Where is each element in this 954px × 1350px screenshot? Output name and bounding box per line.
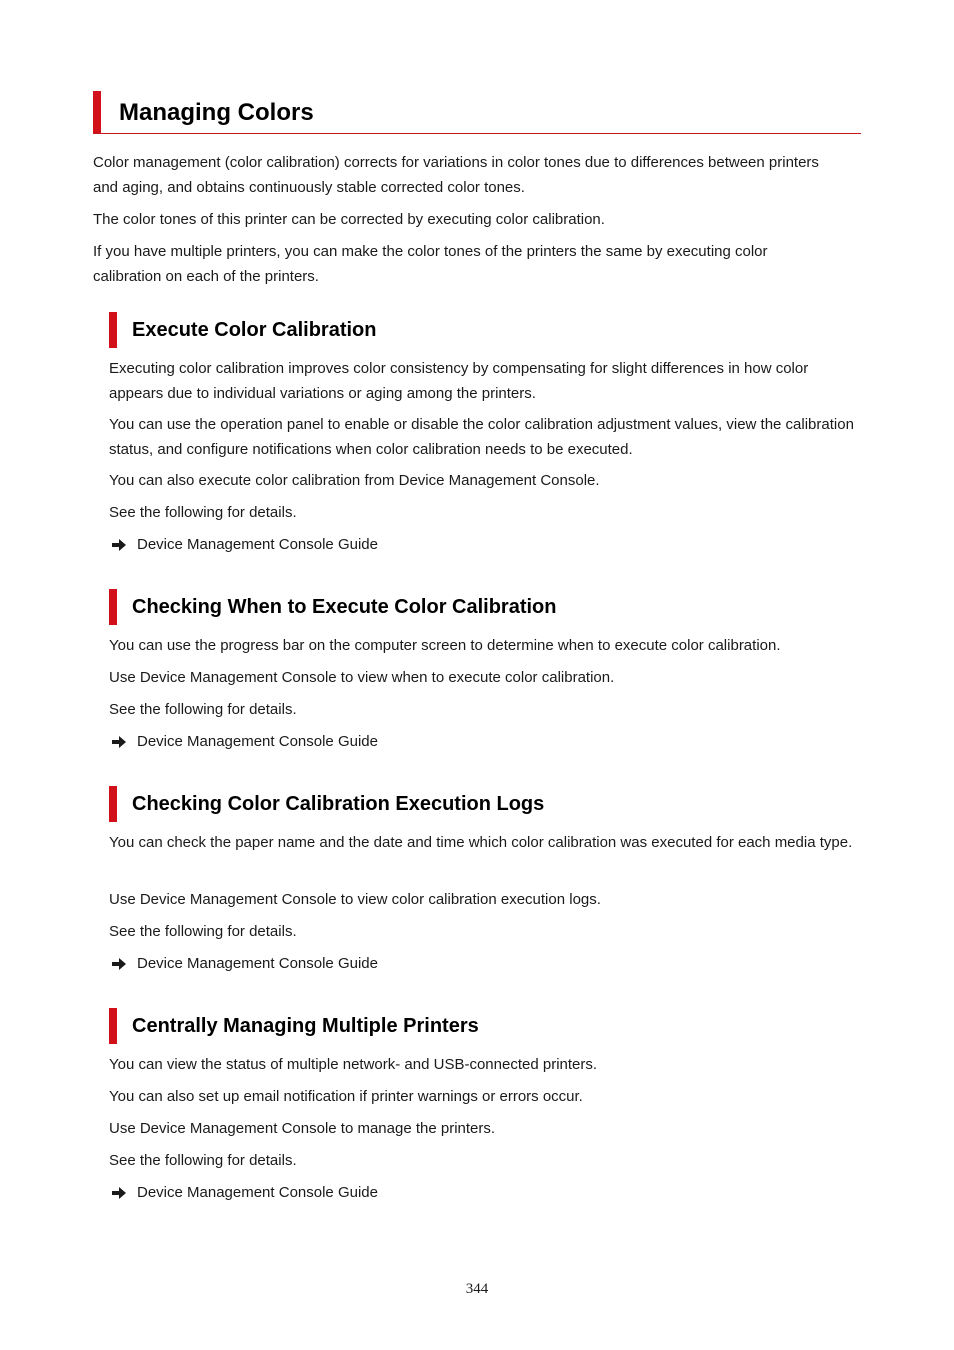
section-accent-bar <box>109 786 117 822</box>
paragraph: Use Device Management Console to manage the printers. <box>109 1120 496 1137</box>
paragraph: Use Device Management Console to view when to execute color calibration. <box>109 669 615 686</box>
guide-link-label: Device Management Console Guide <box>137 955 378 972</box>
section-accent-bar <box>109 589 117 625</box>
section-title: Execute Color Calibration <box>132 319 377 341</box>
guide-link-label: Device Management Console Guide <box>137 733 378 750</box>
intro-paragraph-3: If you have multiple printers, you can make the color tones of the printers the same by executing color calibration on each of the printers. <box>93 243 768 285</box>
title-accent-bar <box>93 91 101 133</box>
paragraph: See the following for details. <box>109 701 297 718</box>
section-title: Checking Color Calibration Execution Logs <box>132 793 545 815</box>
section-title: Centrally Managing Multiple Printers <box>132 1015 479 1037</box>
arrow-right-icon <box>112 539 126 551</box>
guide-link[interactable] <box>112 953 378 975</box>
section-accent-bar <box>109 1008 117 1044</box>
paragraph: Use Device Management Console to view color calibration execution logs. <box>109 891 601 908</box>
intro-paragraph-1: Color management (color calibration) corrects for variations in color tones due to differences between printers and aging, and obtains continuously stable corrected color tones. <box>93 154 819 196</box>
paragraph: You can also set up email notification if printer warnings or errors occur. <box>109 1088 583 1105</box>
paragraph: You can also execute color calibration from Device Management Console. <box>109 472 600 489</box>
page-number: 344 <box>465 1281 489 1297</box>
paragraph: Executing color calibration improves color consistency by compensating for slight differences in how color appears due to individual variations or aging among the printers. <box>109 360 809 402</box>
paragraph: See the following for details. <box>109 504 297 521</box>
page-title: Managing Colors <box>119 99 314 126</box>
guide-link[interactable] <box>112 731 378 753</box>
paragraph: You can use the progress bar on the computer screen to determine when to execute color calibration. <box>109 637 781 654</box>
guide-link-label: Device Management Console Guide <box>137 1184 378 1201</box>
page-title-block <box>93 91 861 134</box>
guide-link[interactable] <box>112 1182 378 1204</box>
arrow-right-icon <box>112 958 126 970</box>
guide-link[interactable] <box>112 534 378 556</box>
intro-paragraph-2: The color tones of this printer can be corrected by executing color calibration. <box>93 211 605 228</box>
paragraph: See the following for details. <box>109 1152 297 1169</box>
paragraph: You can view the status of multiple network- and USB-connected printers. <box>109 1056 598 1073</box>
paragraph: See the following for details. <box>109 923 297 940</box>
arrow-right-icon <box>112 736 126 748</box>
paragraph: You can check the paper name and the date and time which color calibration was executed for each media type. <box>109 834 853 851</box>
section-title: Checking When to Execute Color Calibration <box>132 596 557 618</box>
section-accent-bar <box>109 312 117 348</box>
paragraph: You can use the operation panel to enable or disable the color calibration adjustment values, view the calibration status, and configure notifications when color calibration needs to be executed. <box>109 416 854 458</box>
guide-link-label: Device Management Console Guide <box>137 536 378 553</box>
arrow-right-icon <box>112 1187 126 1199</box>
